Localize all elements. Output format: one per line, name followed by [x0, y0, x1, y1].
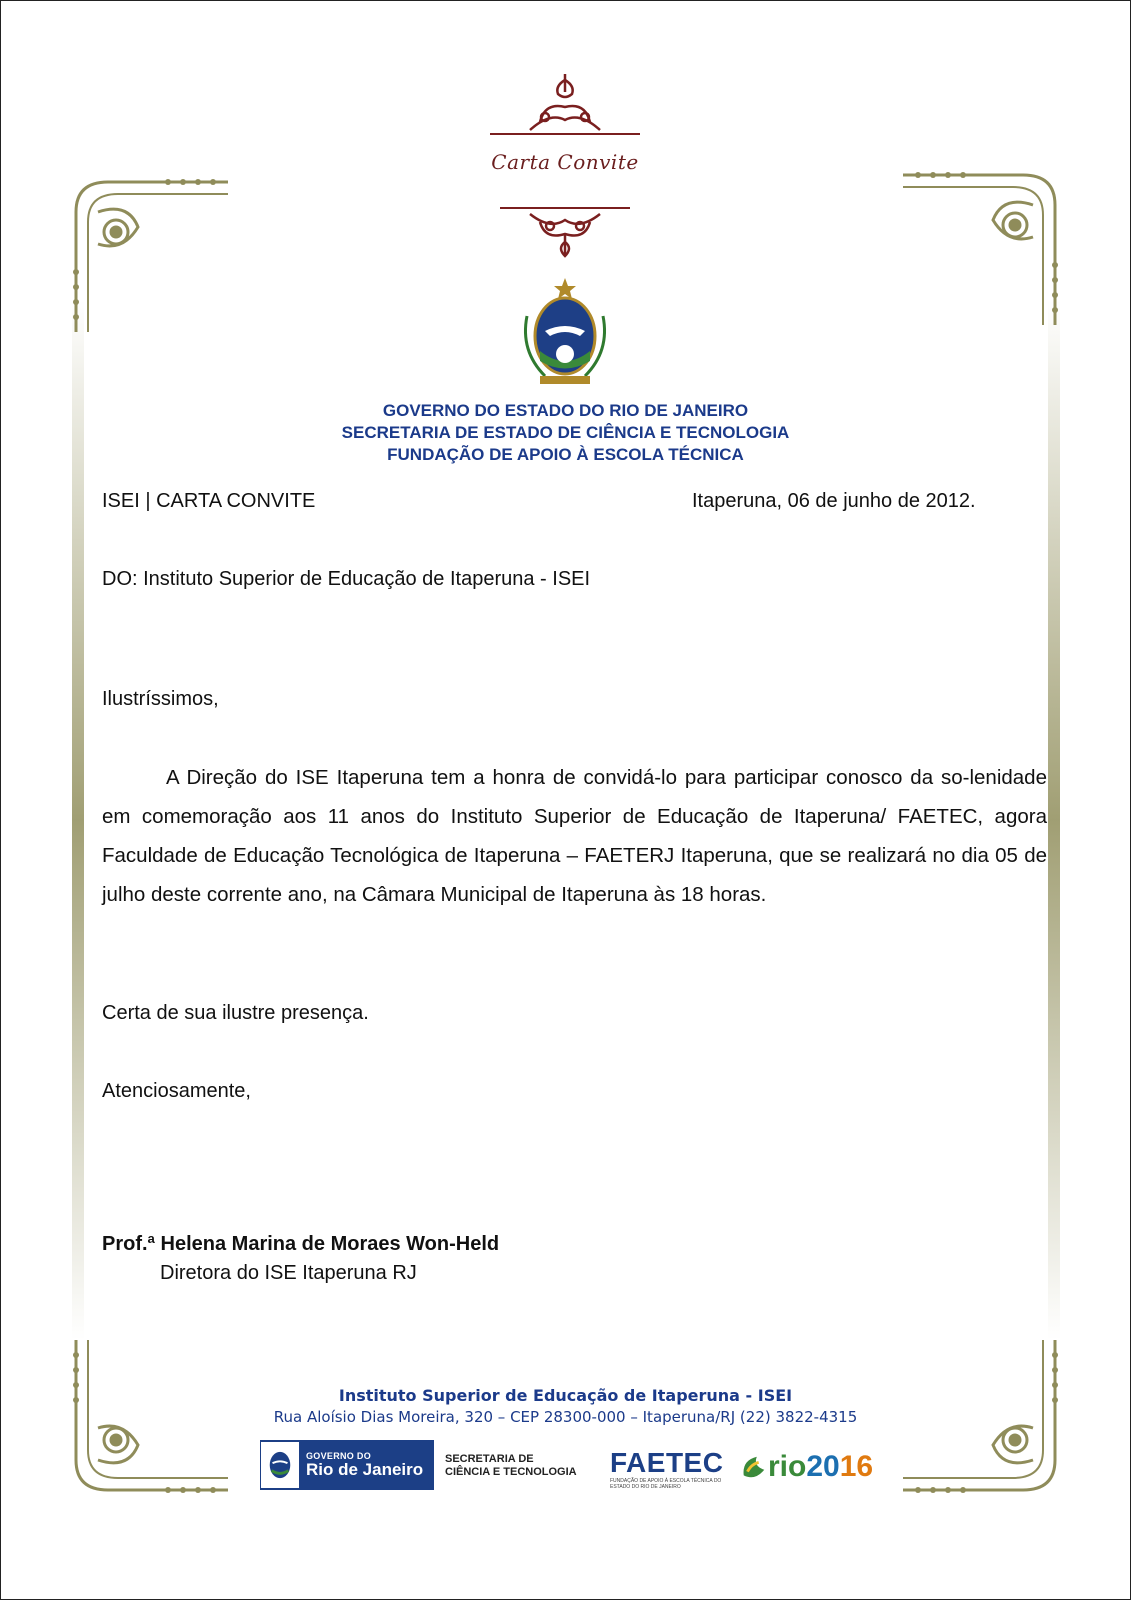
header-line-3: FUNDAÇÃO DE APOIO À ESCOLA TÉCNICA — [387, 445, 744, 464]
letter-body — [102, 758, 1047, 914]
flourish-icon — [490, 72, 640, 142]
logo-rio-year-b: 16 — [839, 1450, 874, 1483]
logo-rio-text: rio — [768, 1450, 807, 1483]
signer-role: Diretora do ISE Itaperuna RJ — [160, 1262, 417, 1284]
logo-sect-line1: SECRETARIA DE — [445, 1453, 534, 1465]
government-header — [200, 400, 931, 466]
logo-faetec: FAETEC — [610, 1447, 724, 1478]
footer-address: Rua Aloísio Dias Moreira, 320 – CEP 28300-000 – Itaperuna/RJ (22) 3822-4315 — [273, 1408, 858, 1426]
flourish-icon — [490, 200, 640, 260]
rio-leaf-icon — [740, 1453, 768, 1481]
top-flourish — [490, 72, 640, 142]
corner-flourish-icon — [68, 172, 238, 342]
logo-sect-line2: CIÊNCIA E TECNOLOGIA — [445, 1466, 577, 1478]
bottom-flourish — [490, 200, 640, 260]
signer-name: Prof.ª Helena Marina de Moraes Won-Held — [102, 1233, 500, 1255]
rj-emblem-icon — [261, 1442, 300, 1488]
logo-rio2016 — [740, 1443, 873, 1491]
logo-rio-year-a: 20 — [806, 1450, 840, 1483]
logo-rj-big: Rio de Janeiro — [306, 1460, 424, 1479]
frame-left-bar — [72, 300, 84, 1340]
header-line-2: SECRETARIA DE ESTADO DE CIÊNCIA E TECNOLOGIA — [341, 423, 790, 442]
coat-of-arms — [515, 276, 615, 391]
logo-secretaria — [445, 1453, 577, 1479]
letter-closing-1: Certa de sua ilustre presença. — [102, 1002, 369, 1024]
logo-faetec-subtitle: FUNDAÇÃO DE APOIO À ESCOLA TÉCNICA DO ESTADO DO RIO DE JANEIRO — [610, 1478, 722, 1490]
letter-from: DO: Instituto Superior de Educação de Itaperuna - ISEI — [102, 568, 591, 590]
footer-institution: Instituto Superior de Educação de Itaperuna - ISEI — [338, 1386, 793, 1405]
letter-salutation: Ilustríssimos, — [102, 688, 219, 710]
corner-ornament-top-right — [893, 165, 1063, 335]
logo-rj-small: GOVERNO DO — [306, 1451, 372, 1461]
letter-body-text: A Direção do ISE Itaperuna tem a honra de convidá-lo para participar conosco da so-lenidade em comemoração aos 11 anos do Instituto Superior de Educação de Itaperuna/ FAETEC, agora Faculdade de Educação Tecnológica de Itaperuna – FAETERJ Itaperuna, que se realizará no dia 05 de julho deste corrente ano, na Câmara Municipal de Itaperuna às 18 horas. — [102, 766, 1047, 906]
header-line-1: GOVERNO DO ESTADO DO RIO DE JANEIRO — [382, 401, 749, 420]
carta-convite-title: Carta Convite — [491, 150, 639, 174]
corner-flourish-icon — [893, 165, 1063, 335]
letter-closing-2: Atenciosamente, — [102, 1080, 251, 1102]
coat-of-arms-icon — [515, 276, 615, 391]
logo-governo-rio — [260, 1440, 434, 1490]
corner-ornament-top-left — [68, 172, 238, 342]
letter-date: Itaperuna, 06 de junho de 2012. — [692, 490, 976, 512]
frame-right-bar — [1048, 300, 1060, 1340]
letter-reference: ISEI | CARTA CONVITE — [102, 490, 316, 512]
